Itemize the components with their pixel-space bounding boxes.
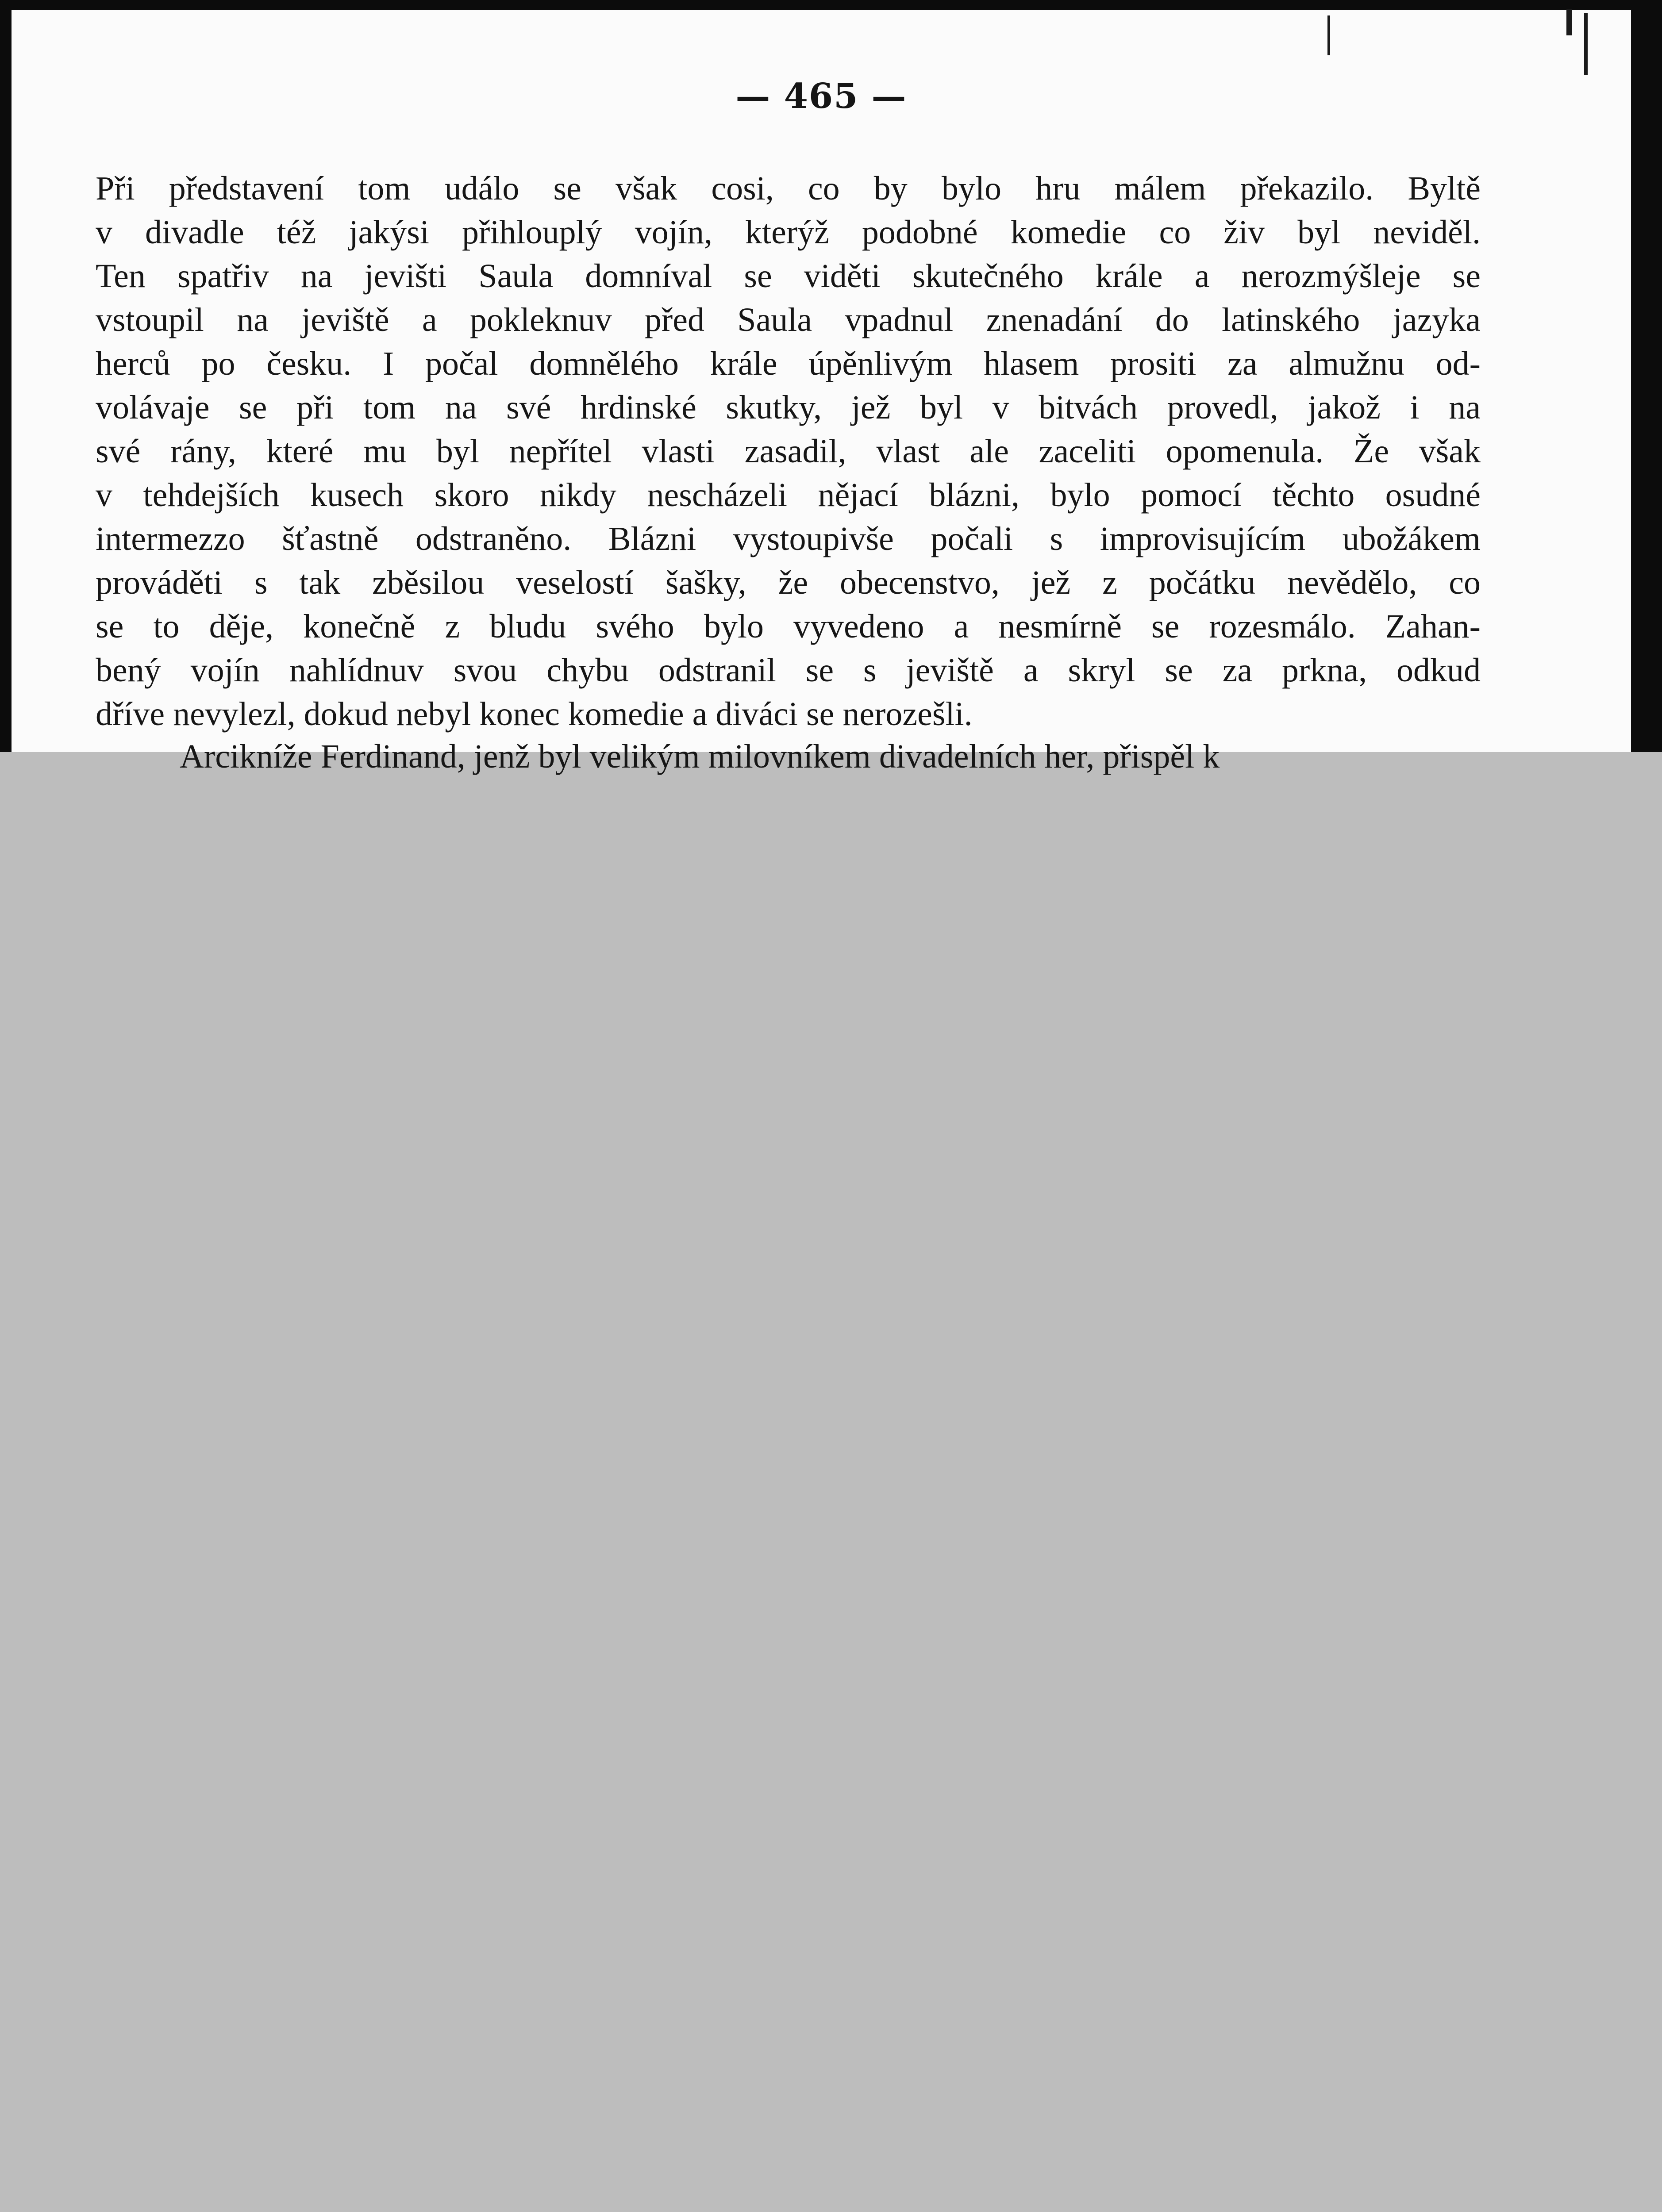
text-line: intermezzo šťastně odstraněno. Blázni vystoupivše počali s improvisujícím ubožákem — [96, 520, 1481, 557]
truncated-line-text: Arcikníže Ferdinand, jenž byl velikým milovníkem divadelních her, přispěl k — [180, 738, 1220, 775]
page-number: — 465 — — [735, 76, 907, 116]
scan-edge-mark — [1327, 15, 1330, 55]
paragraph-text — [96, 167, 1481, 736]
text-line: vstoupil na jeviště a pokleknuv před Saula vpadnul znenadání do latinského jazyka — [96, 301, 1481, 338]
text-line: bený vojín nahlídnuv svou chybu odstranil se s jeviště a skryl se za prkna, odkud — [96, 652, 1481, 689]
text-line: v tehdejších kusech skoro nikdy nescházeli nějací blázni, bylo pomocí těchto osudné — [96, 476, 1481, 514]
text-line: Při představení tom událo se však cosi, co by bylo hru málem překazilo. Byltě — [96, 170, 1481, 207]
text-line: volávaje se při tom na své hrdinské skutky, jež byl v bitvách provedl, jakož i na — [96, 389, 1481, 426]
text-line: v divadle též jakýsi přihlouplý vojín, kterýž podobné komedie co živ byl neviděl. — [96, 214, 1481, 251]
scan-edge-mark — [1566, 9, 1572, 35]
scan-edge-mark — [1584, 13, 1588, 75]
text-line: herců po česku. I počal domnělého krále úpěnlivým hlasem prositi za almužnu od- — [96, 345, 1481, 382]
truncated-paragraph-line — [96, 737, 1481, 775]
text-line: dříve nevylezl, dokud nebyl konec komedie a diváci se nerozešli. — [96, 695, 973, 733]
text-line: své rány, které mu byl nepřítel vlasti zasadil, vlast ale zaceliti opomenula. Že však — [96, 433, 1481, 470]
text-line: prováděti s tak zběsilou veselostí šašky, že obecenstvo, jež z počátku nevědělo, co — [96, 564, 1481, 601]
text-line: se to děje, konečně z bludu svého bylo vyvedeno a nesmírně se rozesmálo. Zahan- — [96, 608, 1481, 645]
text-line: Ten spatřiv na jevišti Saula domníval se viděti skutečného krále a nerozmýšleje se — [96, 257, 1481, 295]
document-page — [12, 10, 1631, 775]
